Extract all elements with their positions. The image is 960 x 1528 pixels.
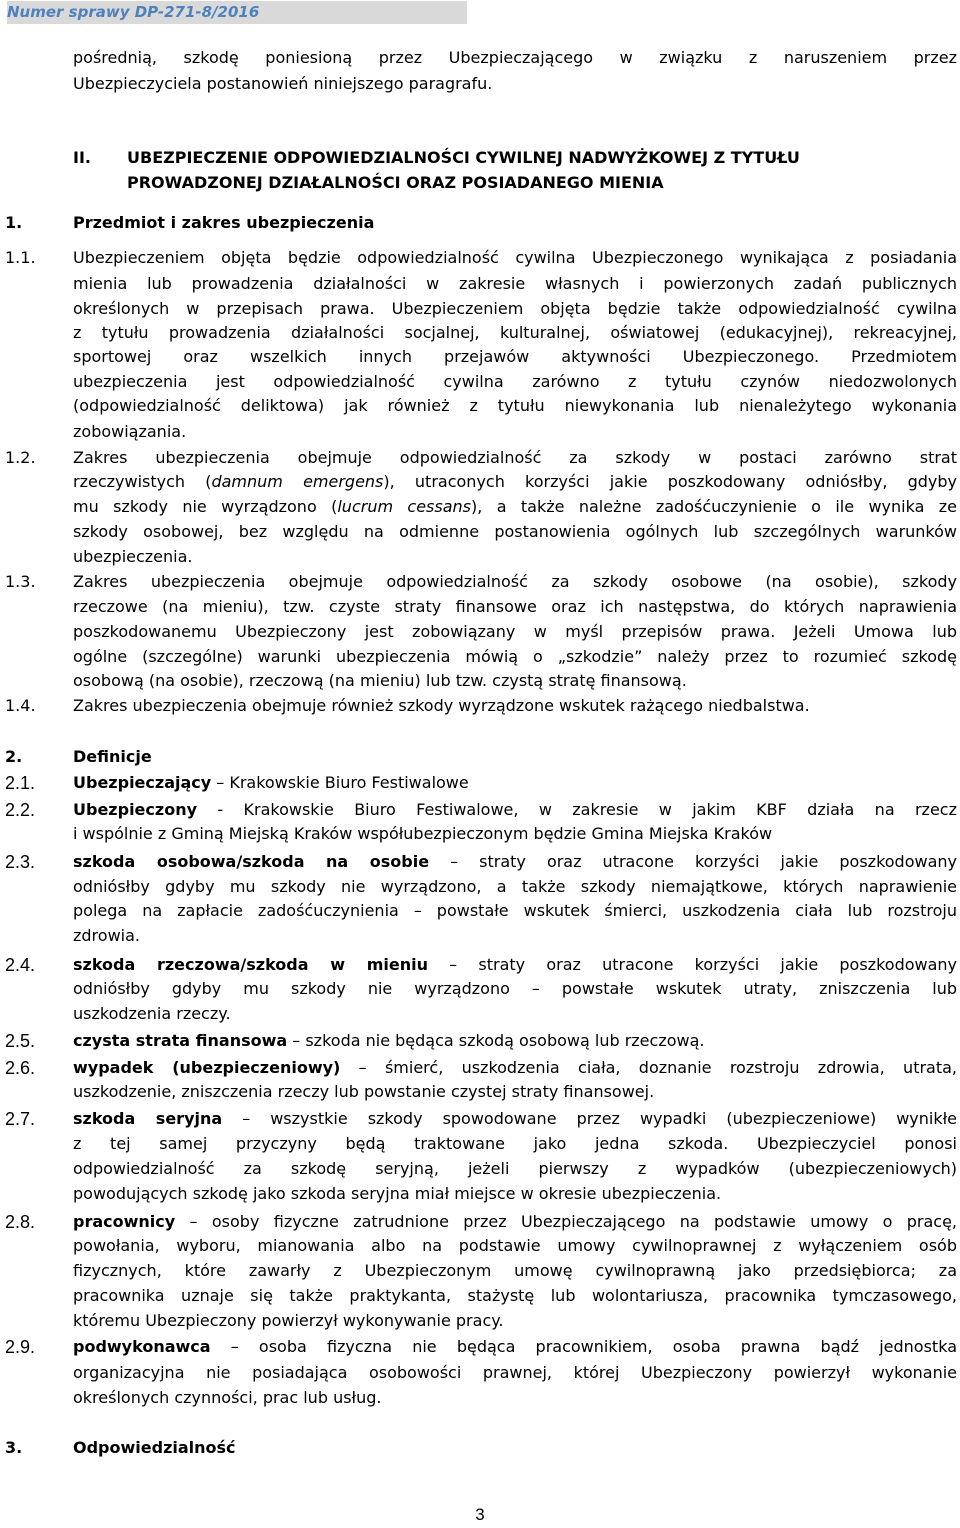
paragraph-line: szkody osobowej, bez względu na odmienne postanowienia ogólnych lub szczególnych warunków <box>73 522 957 541</box>
case-number: Numer sprawy DP-271-8/2016 <box>7 3 260 21</box>
paragraph-line: z tytułu prowadzenia działalności socjalnej, kulturalnej, oświatowej (edukacyjnej), rekreacyjnej, <box>73 323 957 342</box>
definition-number: 2.4. <box>5 955 36 975</box>
definition-line: powodujących szkodę jako szkoda seryjna miał miejsce w okresie ubezpieczenia. <box>73 1184 722 1203</box>
definition-line: szkoda osobowa/szkoda na osobie – straty oraz utracone korzyści jakie poszkodowany <box>73 852 958 871</box>
definition-term: szkoda rzeczowa/szkoda w mieniu <box>73 955 428 974</box>
definition-line: Ubezpieczający – Krakowskie Biuro Festiwalowe <box>73 773 469 792</box>
paragraph-line: ubezpieczenia jest odpowiedzialność cywilna zarówno z tytułu czynów niedozwolonych <box>73 372 957 391</box>
heading-number: 1. <box>5 213 23 232</box>
definition-line: uszkodzenia rzeczy. <box>73 1004 231 1023</box>
definition-line: szkoda seryjna – wszystkie szkody spowodowane przez wypadki (ubezpieczeniowe) wynikłe <box>73 1109 957 1128</box>
definition-number: 2.6. <box>5 1058 36 1078</box>
definition-line: polega na zapłacie zadośćuczynienia – powstałe wskutek śmierci, uszkodzenia ciała lub rozstroju <box>73 901 957 920</box>
definition-term: szkoda seryjna <box>73 1109 223 1128</box>
item-number: 1.2. <box>5 448 36 467</box>
definition-number: 2.7. <box>5 1109 36 1129</box>
paragraph-line: rzeczowe (na mieniu), tzw. czyste straty finansowe oraz ich następstwa, do których naprawienia <box>73 597 957 616</box>
intro-line: Ubezpieczyciela postanowień niniejszego paragrafu. <box>73 74 493 93</box>
definition-line: zdrowia. <box>73 926 140 945</box>
section-number: II. <box>73 148 91 167</box>
section-title: UBEZPIECZENIE ODPOWIEDZIALNOŚCI CYWILNEJ NADWYŻKOWEJ Z TYTUŁU <box>127 148 800 167</box>
definition-line: powołania, wyboru, mianowania albo na podstawie umowy cywilnoprawnej z wyłączeniem osób <box>73 1236 957 1255</box>
section-title: PROWADZONEJ DZIAŁALNOŚCI ORAZ POSIADANEGO MIENIA <box>127 173 664 192</box>
heading-number: 2. <box>5 747 23 766</box>
definition-number: 2.9. <box>5 1337 36 1357</box>
paragraph-line: sportowej oraz wszelkich innych przejawów aktywności Ubezpieczonego. Przedmiotem <box>73 347 957 366</box>
paragraph-line: rzeczywistych (damnum emergens), utraconych korzyści jakie poszkodowany odniósłby, gdyby <box>73 472 958 491</box>
definition-line: odpowiedzialność za szkodę seryjną, jeżeli pierwszy z wypadków (ubezpieczeniowych) <box>73 1159 957 1178</box>
definition-term: pracownicy <box>73 1212 176 1231</box>
definition-line: określonych czynności, prac lub usług. <box>73 1388 382 1407</box>
page-number: 3 <box>475 1505 485 1524</box>
paragraph-line: osobową (na osobie), rzeczową (na mieniu) lub tzw. czystą stratę finansową. <box>73 671 687 690</box>
definition-term: czysta strata finansowa <box>73 1031 288 1050</box>
definition-line: podwykonawca – osoba fizyczna nie będąca pracownikiem, osoba prawna bądź jednostka <box>73 1337 957 1356</box>
intro-line: pośrednią, szkodę poniesioną przez Ubezpieczającego w związku z naruszeniem przez <box>73 48 957 67</box>
definition-line: pracownika uznaje się także praktykanta, stażystę lub wolontariusza, pracownika tymczasowego, <box>73 1286 957 1305</box>
definition-line: Ubezpieczony - Krakowskie Biuro Festiwalowe, w zakresie w jakim KBF działa na rzecz <box>73 800 957 819</box>
definition-line: odniósłby gdyby mu szkody nie wyrządzono – powstałe wskutek utraty, zniszczenia lub <box>73 979 957 998</box>
paragraph-line: mienia lub prowadzenia działalności w zakresie własnych i powierzonych zadań publicznych <box>73 274 957 293</box>
definition-line: pracownicy – osoby fizyczne zatrudnione przez Ubezpieczającego na podstawie umowy o pracę, <box>73 1212 958 1231</box>
definition-term: podwykonawca <box>73 1337 211 1356</box>
definition-line: któremu Ubezpieczony powierzył wykonywanie pracy. <box>73 1311 504 1330</box>
definition-line: organizacyjna nie posiadająca osobowości prawnej, której Ubezpieczony powierzył wykonanie <box>73 1363 957 1382</box>
paragraph-line: Zakres ubezpieczenia obejmuje odpowiedzialność za szkody osobowe (na osobie), szkody <box>73 572 957 591</box>
definition-term: Ubezpieczony <box>73 800 198 819</box>
definition-line: z tej samej przyczyny będą traktowane jako jedna szkoda. Ubezpieczyciel ponosi <box>73 1134 957 1153</box>
paragraph-line: ogólne (szczególne) warunki ubezpieczenia mówią o „szkodzie” należy przez to rozumieć szkodę <box>73 647 957 666</box>
definition-line: uszkodzenie, zniszczenia rzeczy lub powstanie czystej straty finansowej. <box>73 1082 655 1101</box>
definition-term: Ubezpieczający <box>73 773 212 792</box>
heading-title: Definicje <box>73 747 152 766</box>
paragraph-line: Zakres ubezpieczenia obejmuje odpowiedzialność za szkody w postaci zarówno strat <box>73 448 957 467</box>
definition-line: szkoda rzeczowa/szkoda w mieniu – straty oraz utracone korzyści jakie poszkodowany <box>73 955 958 974</box>
paragraph-line: Ubezpieczeniem objęta będzie odpowiedzialność cywilna Ubezpieczonego wynikająca z posiadania <box>73 248 957 267</box>
definition-number: 2.5. <box>5 1031 36 1051</box>
definition-number: 2.3. <box>5 852 36 872</box>
paragraph-line: zobowiązania. <box>73 422 187 441</box>
definition-number: 2.8. <box>5 1212 36 1232</box>
paragraph-line: Zakres ubezpieczenia obejmuje również szkody wyrządzone wskutek rażącego niedbalstwa. <box>73 696 810 715</box>
definition-line: wypadek (ubezpieczeniowy) – śmierć, uszkodzenia ciała, doznanie rozstroju zdrowia, utrata, <box>73 1058 958 1077</box>
paragraph-line: określonych w przepisach prawa. Ubezpieczeniem objęta będzie także odpowiedzialność cywilna <box>73 299 957 318</box>
heading-title: Przedmiot i zakres ubezpieczenia <box>73 213 375 232</box>
definition-term: szkoda osobowa/szkoda na osobie <box>73 852 430 871</box>
item-number: 1.4. <box>5 696 36 715</box>
definition-term: wypadek (ubezpieczeniowy) <box>73 1058 341 1077</box>
document-header <box>7 1 467 24</box>
paragraph-line: poszkodowanemu Ubezpieczony jest zobowiązany w myśl przepisów prawa. Jeżeli Umowa lub <box>73 622 957 641</box>
heading-number: 3. <box>5 1438 23 1457</box>
definition-number: 2.2. <box>5 800 36 820</box>
definition-line: odniósłby gdyby mu szkody nie wyrządzono, a także szkody niemajątkowe, których naprawienie <box>73 877 957 896</box>
paragraph-line: (odpowiedzialność deliktowa) jak również z tytułu niewykonania lub nienależytego wykonania <box>73 396 957 415</box>
definition-line: czysta strata finansowa – szkoda nie będąca szkodą osobową lub rzeczową. <box>73 1031 705 1050</box>
heading-title: Odpowiedzialność <box>73 1438 236 1457</box>
item-number: 1.1. <box>5 248 36 267</box>
paragraph-line: mu szkody nie wyrządzono (lucrum cessans), a także należne zadośćuczynienie o ile wynika ze <box>73 497 957 516</box>
item-number: 1.3. <box>5 572 36 591</box>
definition-line: fizycznych, które zawarły z Ubezpieczonym umowę cywilnoprawną jako przedsiębiorca; za <box>73 1261 957 1280</box>
definition-line: i wspólnie z Gminą Miejską Kraków współubezpieczonym będzie Gmina Miejska Kraków <box>73 824 773 843</box>
paragraph-line: ubezpieczenia. <box>73 547 193 566</box>
definition-number: 2.1. <box>5 773 36 793</box>
